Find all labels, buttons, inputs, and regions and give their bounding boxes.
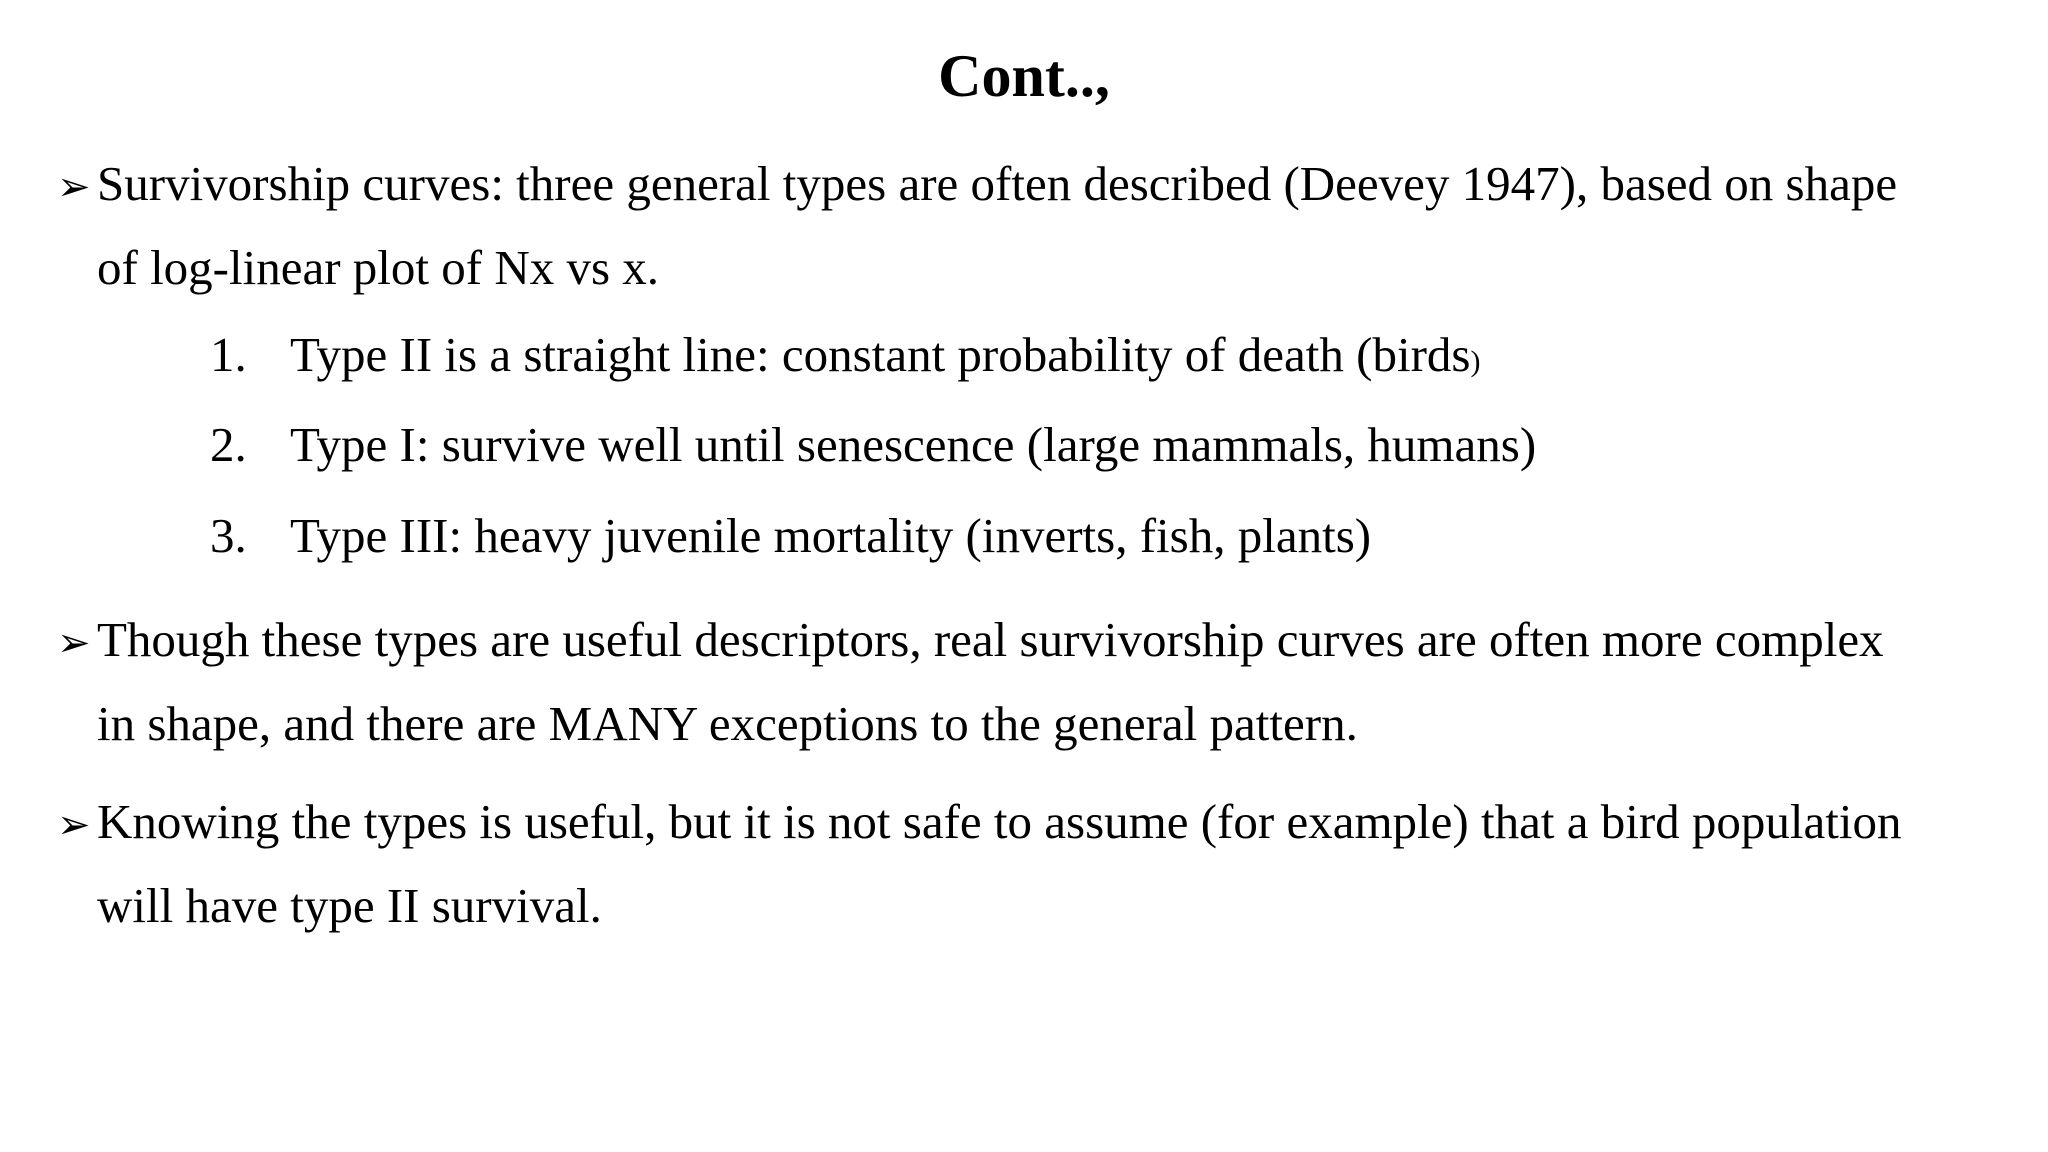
list-item-type-ii	[210, 325, 1480, 392]
paragraph-line: will have type II survival.	[97, 878, 602, 933]
slide-title: Cont..,	[938, 43, 1110, 109]
bullet-paragraph-descriptors	[57, 599, 2017, 764]
bullet-paragraph-knowing-types	[57, 781, 2017, 946]
list-number: 3.	[210, 508, 247, 563]
paragraph-line: in shape, and there are MANY exceptions to the general pattern.	[97, 696, 1358, 751]
arrow-bullet-icon: ➢	[57, 164, 91, 209]
list-number: 2.	[210, 417, 247, 472]
list-item-type-i	[210, 415, 1536, 475]
paragraph-line: of log-linear plot of Nx vs x.	[97, 240, 660, 295]
list-item-text: Type II is a straight line: constant probability of death (birds	[290, 327, 1471, 382]
bullet-paragraph-survivorship	[57, 143, 2017, 308]
paragraph-line: Knowing the types is useful, but it is not safe to assume (for example) that a bird population	[97, 794, 1902, 849]
arrow-bullet-icon: ➢	[57, 620, 91, 665]
arrow-bullet-icon: ➢	[57, 802, 91, 847]
list-number: 1.	[210, 327, 247, 382]
paragraph-line: Survivorship curves: three general types are often described (Deevey 1947), based on shape	[97, 156, 1898, 211]
paragraph-line: Though these types are useful descriptors, real survivorship curves are often more complex	[97, 612, 1884, 667]
list-item-type-iii	[210, 506, 1371, 566]
list-item-text: Type I: survive well until senescence (large mammals, humans)	[290, 417, 1537, 472]
list-item-text: Type III: heavy juvenile mortality (inverts, fish, plants)	[290, 508, 1372, 563]
list-item-suffix: )	[1470, 345, 1481, 378]
